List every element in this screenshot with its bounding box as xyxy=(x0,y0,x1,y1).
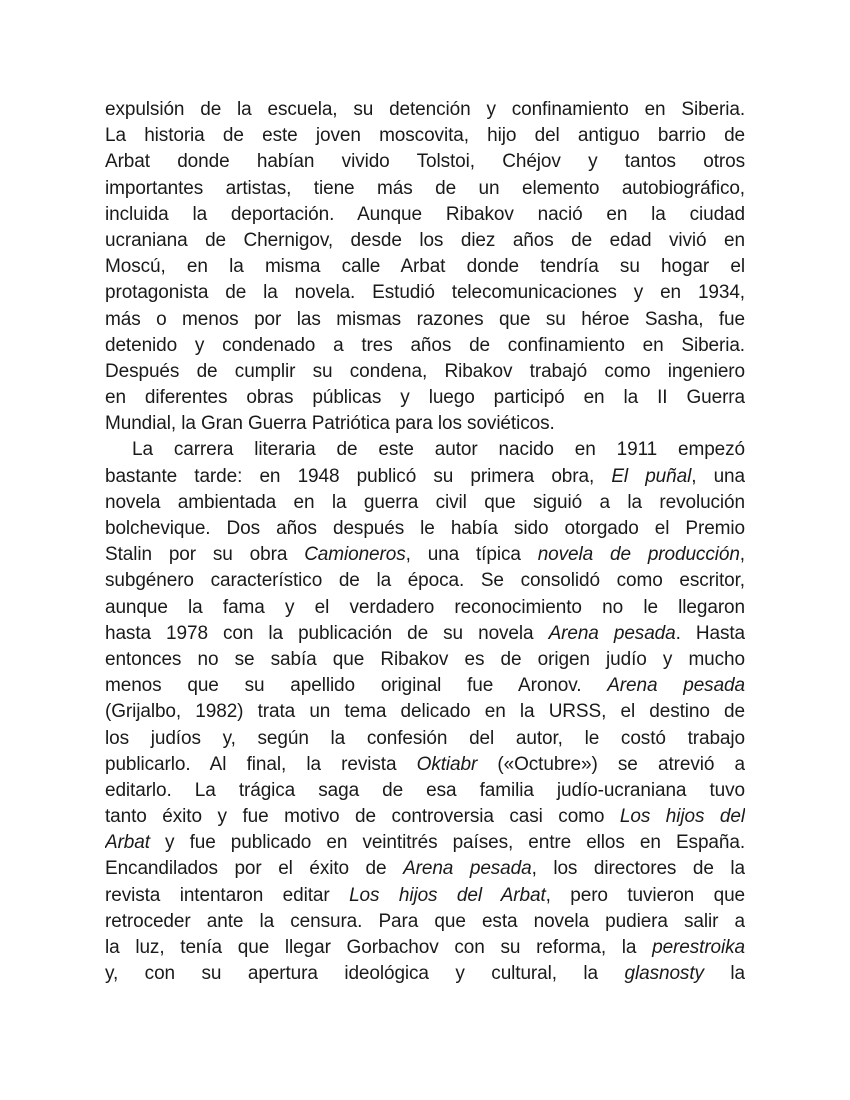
italic-text-run: Camioneros xyxy=(304,544,406,566)
text-line xyxy=(105,333,745,359)
text-run: retroceder ante la censura. Para que esta novela pudiera salir a xyxy=(105,910,745,932)
text-run: bolchevique. Dos años después le había sido otorgado el Premio xyxy=(105,518,745,539)
italic-text-run: Oktiabr xyxy=(416,753,478,775)
text-run: entonces no se sabía que Ribakov es de origen judío y mucho xyxy=(105,648,745,670)
text-run: editarlo. La trágica saga de esa familia judío-ucraniana tuvo xyxy=(105,779,745,801)
text-line xyxy=(105,149,745,175)
text-run: revista intentaron editar xyxy=(105,884,350,906)
text-run: (Grijalbo, 1982) trata un tema delicado en la URSS, el destino de xyxy=(105,701,745,723)
text-line xyxy=(105,673,745,699)
text-run: y, con su apertura ideológica y cultural, la xyxy=(105,963,625,985)
text-line xyxy=(105,411,745,437)
text-run: Arbat donde habían vivido Tolstoi, Chéjov y tantos otros xyxy=(105,151,745,173)
text-run: aunque la fama y el verdadero reconocimiento no le llegaron xyxy=(105,596,745,618)
text-run: La carrera literaria de este autor nacido en 1911 empezó xyxy=(132,439,745,461)
text-line xyxy=(105,752,745,778)
text-line xyxy=(105,97,745,123)
text-line xyxy=(105,699,745,725)
italic-text-run: Los hijos del xyxy=(619,806,745,828)
text-run: Encandilados por el éxito de xyxy=(105,858,404,880)
text-line xyxy=(105,621,745,647)
text-run: , una típica xyxy=(405,544,538,566)
text-line xyxy=(105,726,745,752)
text-line xyxy=(105,437,745,463)
text-line xyxy=(105,883,745,909)
text-line xyxy=(105,935,745,961)
text-line xyxy=(105,516,745,542)
text-run: expulsión de la escuela, su detención y confinamiento en Siberia. xyxy=(105,99,745,120)
text-run: novela ambientada en la guerra civil que siguió a la revolución xyxy=(105,491,745,513)
text-line xyxy=(105,568,745,594)
text-line xyxy=(105,595,745,621)
text-block xyxy=(105,97,745,987)
text-run: publicarlo. Al final, la revista xyxy=(105,753,417,775)
text-line xyxy=(105,909,745,935)
italic-text-run: Arena pesada xyxy=(607,675,745,697)
italic-text-run: El puñal xyxy=(611,465,692,487)
text-line xyxy=(105,228,745,254)
text-line xyxy=(105,830,745,856)
text-run: más o menos por las mismas razones que su héroe Sasha, fue xyxy=(105,308,745,330)
italic-text-run: glasnosty xyxy=(624,963,704,985)
text-line xyxy=(105,464,745,490)
text-line xyxy=(105,804,745,830)
text-line xyxy=(105,778,745,804)
text-line xyxy=(105,254,745,280)
text-line xyxy=(105,202,745,228)
italic-text-run: Los hijos del Arbat xyxy=(349,884,546,906)
italic-text-run: novela de producción xyxy=(537,544,740,566)
text-run: . Hasta xyxy=(675,622,745,644)
text-run: Stalin por su obra xyxy=(105,544,305,566)
text-line xyxy=(105,542,745,568)
text-line xyxy=(105,961,745,987)
text-run: la luz, tenía que llegar Gorbachov con su reforma, la xyxy=(105,937,653,958)
text-line xyxy=(105,490,745,516)
text-run: subgénero característico de la época. Se consolidó como escritor, xyxy=(105,570,745,592)
text-line xyxy=(105,359,745,385)
text-run: , xyxy=(739,544,745,566)
italic-text-run: Arena pesada xyxy=(403,858,532,880)
text-run: Moscú, en la misma calle Arbat donde tendría su hogar el xyxy=(105,256,745,278)
italic-text-run: Arena pesada xyxy=(548,622,676,644)
text-line xyxy=(105,647,745,673)
text-run: Mundial, la Gran Guerra Patriótica para los soviéticos. xyxy=(105,413,555,435)
text-run: , los directores de la xyxy=(531,858,745,880)
text-line xyxy=(105,280,745,306)
text-run: protagonista de la novela. Estudió telecomunicaciones y en 1934, xyxy=(105,282,745,304)
text-run: los judíos y, según la confesión del autor, le costó trabajo xyxy=(105,727,745,749)
text-line xyxy=(105,385,745,411)
text-run: ucraniana de Chernigov, desde los diez años de edad vivió en xyxy=(105,229,745,251)
italic-text-run: perestroika xyxy=(652,937,745,958)
text-run: tanto éxito y fue motivo de controversia casi como xyxy=(105,806,620,828)
text-run: , una xyxy=(691,465,745,487)
text-run: hasta 1978 con la publicación de su novela xyxy=(105,622,549,644)
text-run: Después de cumplir su condena, Ribakov trabajó como ingeniero xyxy=(105,360,745,382)
text-line xyxy=(105,123,745,149)
text-run: importantes artistas, tiene más de un elemento autobiográfico, xyxy=(105,177,745,199)
text-line xyxy=(105,856,745,882)
text-run: en diferentes obras públicas y luego participó en la II Guerra xyxy=(105,387,745,409)
text-line xyxy=(105,307,745,333)
text-run: , pero tuvieron que xyxy=(545,884,745,906)
italic-text-run: Arbat xyxy=(105,832,150,854)
text-run: detenido y condenado a tres años de confinamiento en Siberia. xyxy=(105,334,745,356)
text-run: («Octubre») se atrevió a xyxy=(477,753,745,775)
text-run: incluida la deportación. Aunque Ribakov nació en la ciudad xyxy=(105,203,745,225)
text-run: La historia de este joven moscovita, hijo del antiguo barrio de xyxy=(105,125,745,147)
text-run: y fue publicado en veintitrés países, entre ellos en España. xyxy=(149,832,745,854)
text-run: bastante tarde: en 1948 publicó su primera obra, xyxy=(105,465,612,487)
text-run: la xyxy=(703,963,745,985)
text-run: menos que su apellido original fue Aronov. xyxy=(105,675,608,697)
text-line xyxy=(105,176,745,202)
